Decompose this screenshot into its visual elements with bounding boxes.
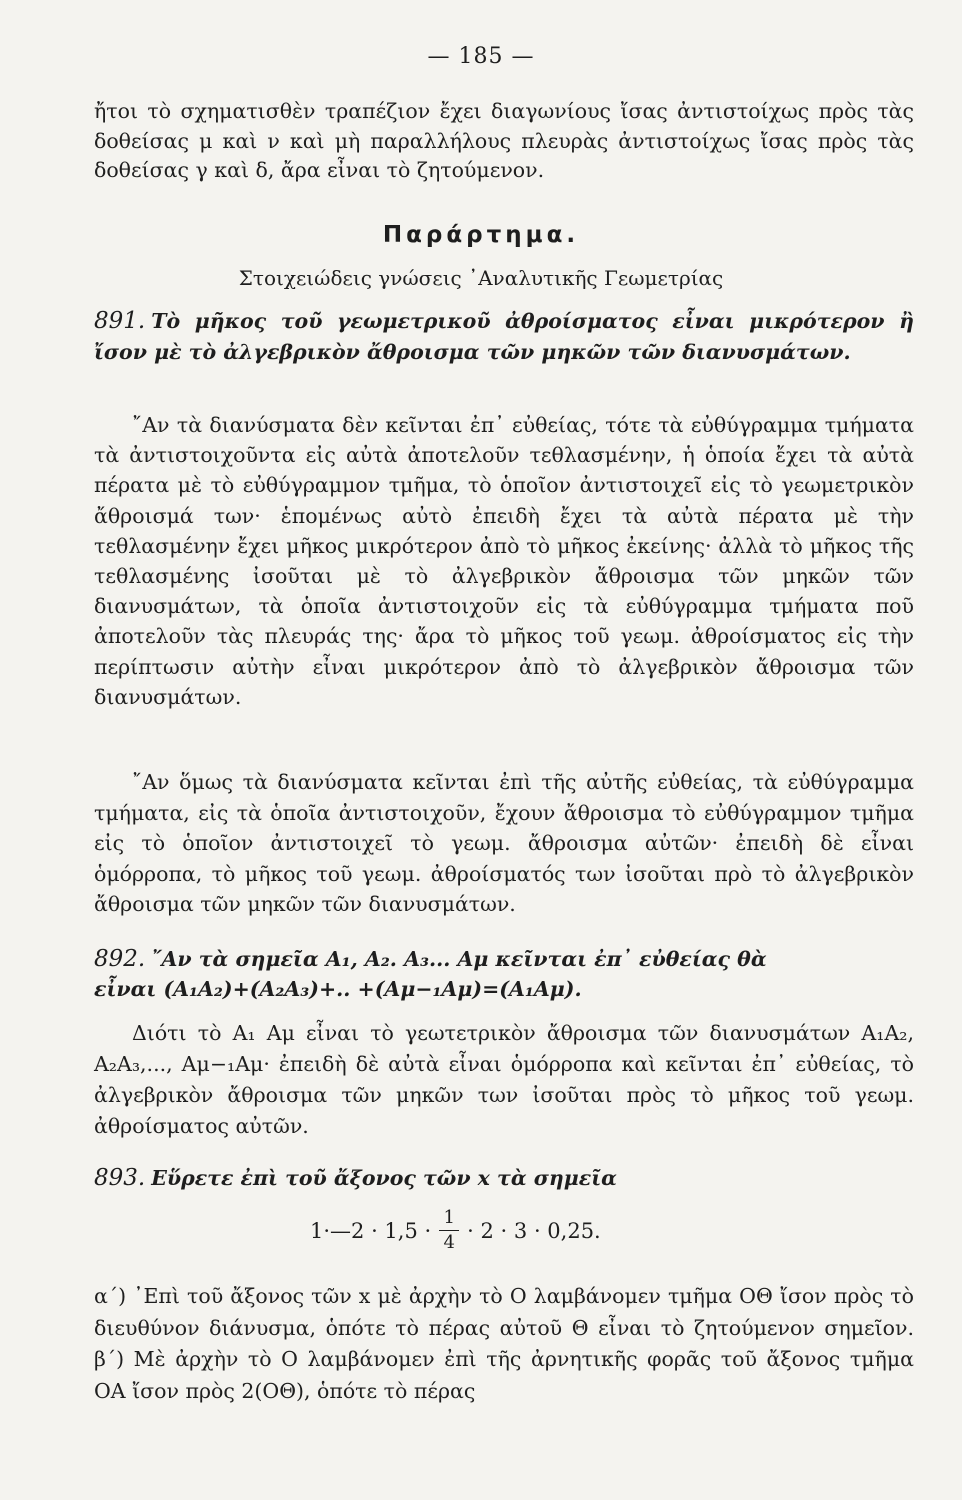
paragraph-solution-893: α΄) ᾿Επὶ τοῦ ἄξονος τῶν x μὲ ἀρχὴν τὸ Ο λαμβάνομεν τμῆμα ΟΘ ἴσον πρὸς τὸ διευθύνον διάνυσμα, ὁπότε τὸ πέρας αὐτοῦ Θ εἶναι τὸ ζητούμενον σημεῖον. β΄) Μὲ ἀρχὴν τὸ Ο λαμβάνομεν ἐπὶ τῆς ἀρνητικῆς φορᾶς τοῦ ἄξονος τμῆμα ΟΑ ἴσον πρὸς 2(ΟΘ), ὁπότε τὸ πέρας	[94, 1284, 914, 1403]
paragraph-proof-891-part2: ῎Αν ὅμως τὰ διανύσματα κεῖνται ἐπὶ τῆς αὐτῆς εὐθείας, τὰ εὐθύγραμμα τμήματα, εἰς τὰ ὁποῖα ἀντιστοιχοῦν, ἔχουν ἄθροισμα τὸ εὐθύγραμμον τμῆμα εἰς τὸ ὁποῖον ἀντιστοιχεῖ τὸ γεωμ. ἄθροισμα αὐτῶν· ἐπειδὴ δὲ εἶναι ὁμόρροπα, τὸ μῆκος τοῦ γεωμ. ἀθροίσματός των ἰσοῦται πρὸ τὸ ἀλγεβρικὸν ἄθροισμα τῶν μηκῶν τῶν διανυσμάτων.	[94, 770, 914, 917]
formula-after: · 2 · 3 · 0,25.	[467, 1218, 601, 1243]
paragraph-proof-892: Διότι τὸ A₁ Aμ εἶναι τὸ γεωτετρικὸν ἄθροισμα τῶν διανυσμάτων A₁A₂, A₂A₃,..., Aμ−₁Aμ· ἐπειδὴ δὲ αὐτὰ εἶναι ὁμόρροπα καὶ κεῖνται ἐπ᾿ εὐθείας, τὸ ἀλγεβρικὸν ἄθροισμα τῶν μηκῶν των ἰσοῦται πρὸς τὸ μῆκος τοῦ γεωμ. ἀθροίσματος αὐτῶν.	[94, 1021, 914, 1138]
formula-before: 1·—2 · 1,5 ·	[310, 1218, 432, 1243]
theorem-number: 891.	[94, 308, 146, 334]
paragraph-proof-891-part1: ῎Αν τὰ διανύσματα δὲν κεῖνται ἐπ᾿ εὐθείας, τότε τὰ εὐθύγραμμα τμήματα τὰ ἀντιστοιχοῦντα εἰς αὐτὰ ἀποτελοῦν τεθλασμένην, ἡ ὁποία ἔχει τὰ αὐτὰ πέρατα μὲ τὸ εὐθύγραμμον τμῆμα, τὸ ὁποῖον ἀντιστοιχεῖ εἰς τὸ γεωμετρικὸν ἄθροισμά των· ἑπομένως αὐτὸ ἐπειδὴ ἔχει τὰ αὐτὰ πέρατα μὲ τὴν τεθλασμένην ἔχει μῆκος μικρότερον ἀπὸ τὸ μῆκος ἐκείνης· ἀλλὰ τὸ μῆκος τῆς τεθλασμένης ἰσοῦται μὲ τὸ ἀλγεβρικὸν ἄθροισμα τῶν μηκῶν τῶν διανυσμάτων, τὰ ὁποῖα ἀντιστοιχοῦν εἰς τὰ εὐθύγραμμα τμήματα ποῦ ἀποτελοῦν τὰς πλευράς της· ἄρα τὸ μῆκος τοῦ γεωμ. ἀθροίσματος εἰς τὴν περίπτωσιν αὐτὴν εἶναι μικρότερον ἀπὸ τὸ ἀλγεβρικὸν ἄθροισμα τῶν διανυσμάτων.	[94, 413, 914, 709]
theorem-statement: Τὸ μῆκος τοῦ γεωμετρικοῦ ἀθροίσματος εἶναι μικρότερον ἢ ἴσον μὲ τὸ ἀλγεβρικὸν ἄθροισμα τῶν μηκῶν τῶν διανυσμάτων.	[94, 309, 914, 364]
appendix-subtitle: Στοιχειώδεις γνώσεις ᾿Αναλυτικῆς Γεωμετρίας	[238, 266, 724, 290]
fraction-bar	[439, 1230, 459, 1231]
theorem-891	[94, 306, 914, 368]
theorem-number: 892.	[94, 946, 146, 972]
fraction-numerator: 1	[443, 1207, 455, 1228]
exercise-number: 893.	[94, 1165, 146, 1191]
theorem-statement-line2: εἶναι (A₁A₂)+(A₂A₃)+.. +(Aμ−₁Aμ)=(A₁Aμ).	[94, 976, 582, 1001]
theorem-statement-line1: ῎Αν τὰ σημεῖα A₁, A₂. A₃... Aμ κεῖνται ἐπ᾿ εὐθείας θὰ	[151, 947, 767, 971]
exercise-893	[94, 1164, 914, 1194]
formula-points	[310, 1208, 601, 1253]
fraction-denominator: 4	[443, 1232, 455, 1253]
paragraph-intro: ἤτοι τὸ σχηματισθὲν τραπέζιον ἔχει διαγωνίους ἴσας ἀντιστοίχως πρὸς τὰς δοθείσας μ καὶ ν καὶ μὴ παραλλήλους πλευρὰς ἀντιστοίχως ἴσας πρὸς τὰς δοθείσας γ καὶ δ, ἄρα εἶναι τὸ ζητούμενον.	[94, 99, 914, 182]
exercise-statement: Εὕρετε ἐπὶ τοῦ ἄξονος τῶν x τὰ σημεῖα	[151, 1166, 617, 1190]
fraction	[439, 1208, 459, 1253]
appendix-title: Παράρτημα.	[382, 222, 580, 248]
theorem-892	[94, 945, 914, 1004]
page-number: — 185 —	[427, 44, 535, 69]
